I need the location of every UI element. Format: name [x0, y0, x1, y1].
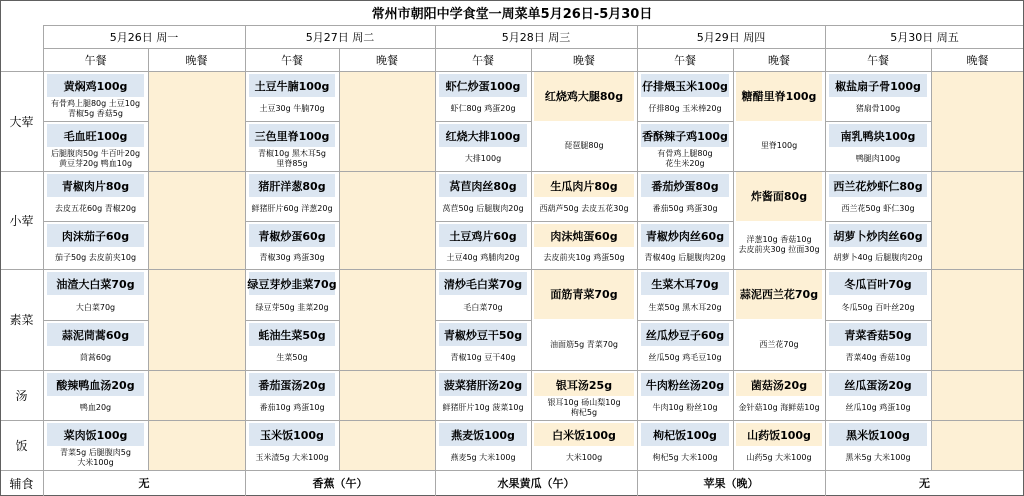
- dish-cell: [637, 121, 733, 171]
- grid-line: [931, 48, 932, 470]
- dish-cell: [435, 420, 531, 470]
- dish-detail-line: 青菜40g 香菇10g: [845, 353, 911, 362]
- grid-line: [825, 121, 931, 122]
- dish-name: 番茄蛋汤20g: [249, 373, 335, 396]
- dish-detail: [55, 247, 136, 269]
- dish-detail-line: 去皮前夹10g 鸡蛋50g: [543, 253, 625, 262]
- dish-detail-line: 茼蒿60g: [79, 353, 112, 362]
- dish-name: 胡萝卜炒肉丝60g: [829, 224, 927, 247]
- dish-detail-line: 玉米渣5g 大米100g: [255, 453, 329, 462]
- dish-cell: [637, 71, 733, 121]
- grid-line: [0, 71, 1024, 72]
- dish-detail: [80, 396, 111, 420]
- dish-cell: [825, 71, 931, 121]
- empty-dinner-cell: [339, 269, 435, 370]
- grid-line: [43, 25, 1024, 26]
- dinner-header: 晚餐: [376, 53, 398, 67]
- dish-detail-line: 枸杞5g 大米100g: [652, 453, 718, 462]
- dish-cell: [245, 221, 339, 269]
- dish-detail-line: 胡萝卜40g 后腿腹肉20g: [833, 253, 923, 262]
- grid-line: [531, 48, 532, 470]
- dish-name: 蒜泥茼蒿60g: [47, 323, 144, 346]
- lunch-header: 午餐: [281, 53, 303, 67]
- dish-detail: [761, 121, 797, 171]
- dish-detail: [446, 247, 519, 269]
- dish-name: 生瓜肉片80g: [534, 174, 634, 197]
- empty-dinner-cell: [931, 370, 1024, 420]
- dish-detail-line: 有骨鸡上腿80g: [657, 149, 713, 158]
- dish-cell: [435, 121, 531, 171]
- side-food-cell: 香蕉（午）: [312, 477, 368, 490]
- dinner-dish-cell: [531, 171, 637, 221]
- dish-detail: [657, 147, 712, 171]
- dish-detail: [841, 295, 914, 320]
- dish-detail: [442, 396, 523, 420]
- dinner-dish-cell: [531, 420, 637, 470]
- dish-name: 肉沫炖蛋60g: [534, 224, 634, 247]
- grid-line: [0, 0, 1, 496]
- dish-detail-line: 丝瓜10g 鸡蛋10g: [845, 403, 911, 412]
- dish-detail-line: 黑米5g 大米100g: [845, 453, 911, 462]
- dish-detail: [276, 346, 307, 370]
- dish-cell: [637, 420, 733, 470]
- dish-detail: [539, 197, 628, 221]
- dish-detail-line: 西葫芦50g 去皮五花30g: [539, 204, 629, 213]
- dish-detail-line: 番茄10g 鸡蛋10g: [259, 403, 325, 412]
- grid-line: [825, 320, 931, 321]
- dish-cell: [825, 121, 931, 171]
- empty-dinner-cell: [339, 171, 435, 269]
- dish-detail-line: 生菜50g: [276, 353, 308, 362]
- dish-cell: [43, 221, 148, 269]
- dish-detail: [465, 147, 501, 171]
- dish-cell: [825, 370, 931, 420]
- dish-detail-line: 金针菇10g 海鲜菇10g: [738, 403, 820, 412]
- empty-dinner-cell: [339, 71, 435, 171]
- dish-cell: [637, 320, 733, 370]
- grid-line: [435, 121, 531, 122]
- grid-line: [637, 121, 733, 122]
- dish-detail: [845, 346, 910, 370]
- dish-detail: [51, 147, 140, 171]
- dinner-dish-cell: [733, 71, 825, 171]
- dish-detail: [738, 221, 819, 269]
- dish-name: 银耳汤25g: [534, 373, 634, 396]
- lunch-header: 午餐: [867, 53, 889, 67]
- day-header: 5月28日 周三: [501, 30, 571, 44]
- dinner-dish-cell: [733, 171, 825, 269]
- dish-detail-line: 牛肉10g 粉丝10g: [652, 403, 718, 412]
- dish-name: 白米饭100g: [534, 423, 634, 446]
- dish-name: 青菜香菇50g: [829, 323, 927, 346]
- grid-line: [0, 370, 1024, 371]
- dish-detail-line: 番茄50g 鸡蛋30g: [652, 204, 718, 213]
- dish-cell: [825, 320, 931, 370]
- grid-line: [245, 121, 339, 122]
- dish-cell: [245, 370, 339, 420]
- grid-line: [148, 48, 149, 470]
- dish-detail: [841, 197, 914, 221]
- dish-detail-line: 后腿腹肉50g 牛百叶20g: [50, 149, 141, 158]
- grid-line: [0, 470, 1024, 471]
- dish-detail-line: 洋葱10g 香菇10g: [746, 235, 812, 244]
- grid-line: [637, 25, 638, 496]
- dish-name: 虾仁炒蛋100g: [439, 74, 527, 97]
- dish-name: 油渣大白菜70g: [47, 272, 144, 295]
- grid-line: [43, 121, 148, 122]
- dish-cell: [245, 71, 339, 121]
- dinner-dish-cell: [733, 269, 825, 370]
- dish-detail-line: 大米100g: [565, 453, 603, 462]
- dish-detail: [547, 396, 620, 420]
- empty-dinner-cell: [148, 370, 245, 420]
- category-label: 素菜: [9, 313, 34, 327]
- dish-detail: [566, 446, 602, 470]
- day-header: 5月30日 周五: [890, 30, 959, 44]
- dish-cell: [43, 269, 148, 320]
- dish-detail: [60, 446, 131, 470]
- dish-detail-line: 鸭血20g: [79, 403, 112, 412]
- dish-detail: 琵琶腿80g: [564, 141, 604, 150]
- grid-line: [637, 221, 733, 222]
- dish-name: 莴苣肉丝80g: [439, 174, 527, 197]
- empty-dinner-cell: [148, 269, 245, 370]
- dish-cell: [245, 320, 339, 370]
- dish-name: 菠菜猪肝汤20g: [439, 373, 527, 396]
- dish-detail: [856, 147, 900, 171]
- dish-name: 猪肝洋葱80g: [249, 174, 335, 197]
- grid-line: [43, 48, 1024, 49]
- dish-detail-line: 山药5g 大米100g: [746, 453, 812, 462]
- dish-detail-line: 西兰花70g: [759, 339, 799, 349]
- dish-name: 牛肉粉丝汤20g: [641, 373, 729, 396]
- dish-detail: [80, 346, 111, 370]
- dinner-dish-cell: [733, 370, 825, 420]
- grid-line: [43, 25, 44, 496]
- dinner-dish-cell: [733, 420, 825, 470]
- dish-cell: [825, 420, 931, 470]
- dish-detail: [442, 197, 523, 221]
- dish-detail-line: 青椒10g 黑木耳5g: [258, 149, 326, 158]
- dinner-dish-cell: [531, 221, 637, 269]
- dish-name: 青椒炒肉丝60g: [641, 224, 729, 247]
- grid-line: [0, 420, 1024, 421]
- dish-name: 丝瓜炒豆子60g: [641, 323, 729, 346]
- dish-cell: [637, 370, 733, 420]
- dish-cell: [435, 71, 531, 121]
- dish-detail-line: 里脊85g: [276, 159, 308, 168]
- dish-cell: [43, 71, 148, 121]
- lunch-header: 午餐: [674, 53, 696, 67]
- dish-cell: [43, 320, 148, 370]
- grid-line: [733, 48, 734, 470]
- dish-detail-line: 青椒30g 鸡蛋30g: [259, 253, 325, 262]
- dish-name: 三色里脊100g: [249, 124, 335, 147]
- dish-cell: [245, 121, 339, 171]
- dish-name: 糖醋里脊100g: [736, 71, 822, 121]
- grid-line: [43, 320, 148, 321]
- grid-line: [0, 0, 1024, 1]
- dish-detail: [259, 396, 324, 420]
- dish-detail: [55, 197, 136, 221]
- dish-detail: [652, 396, 717, 420]
- day-header: 5月27日 周二: [305, 30, 375, 44]
- grid-line: [435, 25, 436, 496]
- dish-detail: [51, 97, 140, 121]
- dish-name: 丝瓜蛋汤20g: [829, 373, 927, 396]
- grid-line: [531, 221, 637, 222]
- grid-line: [435, 221, 531, 222]
- dinner-header: 晚餐: [966, 53, 989, 67]
- dish-detail-line: 青菜5g 后腿腹肉5g: [60, 448, 131, 457]
- dish-cell: [637, 269, 733, 320]
- dish-cell: [435, 171, 531, 221]
- lunch-header: 午餐: [472, 53, 494, 67]
- grid-line: [245, 320, 339, 321]
- grid-line: [637, 320, 733, 321]
- dish-detail: [856, 97, 900, 121]
- dinner-dish-cell: [531, 370, 637, 420]
- dish-name: 面筋青菜70g: [534, 269, 634, 319]
- side-food-cell: 无: [919, 477, 930, 490]
- grid-line: [245, 25, 246, 496]
- grid-line: [0, 269, 1024, 270]
- dish-detail: [450, 97, 515, 121]
- dish-detail: [746, 446, 811, 470]
- dish-detail-line: 去皮前夹30g 拉面30g: [738, 245, 820, 254]
- side-food-cell: 无: [138, 477, 150, 490]
- dish-detail: [251, 197, 332, 221]
- dish-name: 蚝油生菜50g: [249, 323, 335, 346]
- dish-detail-line: 大米100g: [77, 458, 114, 467]
- dish-detail: [648, 346, 721, 370]
- day-header: 5月29日 周四: [696, 30, 766, 44]
- dish-detail: [845, 446, 910, 470]
- dish-detail-line: 鲜猪肝片60g 洋葱20g: [251, 204, 333, 213]
- dish-name: 清炒毛白菜70g: [439, 272, 527, 295]
- dish-cell: [637, 171, 733, 221]
- category-label: 大荤: [9, 114, 34, 129]
- category-label: 辅食: [9, 476, 34, 491]
- dinner-header: 晚餐: [185, 53, 208, 67]
- dish-detail-line: 毛白菜70g: [463, 302, 503, 312]
- dish-detail-line: 花生米20g: [665, 159, 705, 168]
- dish-detail: [450, 346, 515, 370]
- dish-detail-line: 西兰花50g 虾仁30g: [841, 204, 915, 213]
- grid-line: [245, 221, 339, 222]
- dish-detail-line: 有骨鸡上腿80g 土豆10g: [50, 99, 141, 108]
- grid-line: [43, 221, 148, 222]
- dish-detail: [652, 446, 717, 470]
- dish-detail-line: 莴苣50g 后腿腹肉20g: [442, 204, 524, 213]
- dish-name: 红烧大排100g: [439, 124, 527, 147]
- dish-detail-line: 黄豆芽20g 鸭血10g: [58, 159, 133, 168]
- dish-cell: [435, 320, 531, 370]
- dish-name: 黄焖鸡100g: [47, 74, 144, 97]
- dish-name: 燕麦饭100g: [439, 423, 527, 446]
- dish-detail-line: 大排100g: [464, 154, 502, 163]
- dish-detail: [259, 97, 324, 121]
- dish-detail: [450, 446, 515, 470]
- dinner-dish-cell: [531, 71, 637, 171]
- category-label: 小荤: [9, 213, 34, 228]
- day-header: 5月26日 周一: [109, 30, 179, 44]
- grid-line: [435, 320, 531, 321]
- dish-cell: [245, 269, 339, 320]
- dish-detail: [845, 396, 910, 420]
- dish-detail-line: 土豆40g 鸡脯肉20g: [446, 253, 520, 262]
- dish-cell: [43, 370, 148, 420]
- dish-detail: [644, 247, 725, 269]
- dinner-header: 晚餐: [573, 53, 595, 67]
- dish-name: 土豆牛腩100g: [249, 74, 335, 97]
- dish-cell: [825, 221, 931, 269]
- dish-detail-line: 去皮五花60g 青椒20g: [54, 204, 137, 213]
- category-label: 汤: [15, 388, 28, 403]
- dish-detail: [543, 247, 624, 269]
- dish-detail: [259, 247, 324, 269]
- empty-dinner-cell: [148, 171, 245, 269]
- dish-name: 毛血旺100g: [47, 124, 144, 147]
- dish-name: 青椒炒豆干50g: [439, 323, 527, 346]
- dish-detail-line: 大白菜70g: [75, 302, 116, 312]
- dish-name: 香酥辣子鸡100g: [641, 124, 729, 147]
- menu-title: 常州市朝阳中学食堂一周菜单5月26日-5月30日: [371, 7, 653, 22]
- side-food-cell: 苹果（晚）: [703, 477, 759, 490]
- dish-cell: [43, 121, 148, 171]
- empty-dinner-cell: [339, 420, 435, 470]
- dish-name: 番茄炒蛋80g: [641, 174, 729, 197]
- dish-detail: [255, 446, 328, 470]
- grid-line: [0, 171, 1024, 172]
- dish-name: 南乳鸭块100g: [829, 124, 927, 147]
- side-food-cell: 水果黄瓜（午）: [497, 477, 575, 490]
- empty-dinner-cell: [931, 420, 1024, 470]
- empty-dinner-cell: [148, 71, 245, 171]
- dish-name: 菜肉饭100g: [47, 423, 144, 446]
- dish-detail-line: 土豆30g 牛腩70g: [259, 104, 325, 113]
- dish-detail-line: 绿豆芽50g 韭菜20g: [255, 302, 329, 312]
- dish-detail-line: 丝瓜50g 鸡毛豆10g: [648, 353, 722, 362]
- dish-name: 西兰花炒虾仁80g: [829, 174, 927, 197]
- dish-name: 玉米饭100g: [249, 423, 335, 446]
- dish-detail: [652, 197, 717, 221]
- empty-dinner-cell: [931, 269, 1024, 370]
- category-label: 饭: [15, 438, 28, 453]
- dish-detail: [648, 97, 721, 121]
- dish-detail-line: 青椒40g 后腿腹肉20g: [644, 253, 726, 262]
- dish-name: 蒜泥西兰花70g: [736, 269, 822, 319]
- dish-name: 山药饭100g: [736, 423, 822, 446]
- dish-detail: [833, 247, 922, 269]
- dish-cell: [825, 269, 931, 320]
- dish-detail-line: 青椒5g 香菇5g: [68, 109, 123, 118]
- dish-name: 土豆鸡片60g: [439, 224, 527, 247]
- dish-name: 椒盐扇子骨100g: [829, 74, 927, 97]
- dish-cell: [435, 221, 531, 269]
- dish-name: 青椒炒蛋60g: [249, 224, 335, 247]
- dish-name: 菌菇汤20g: [736, 373, 822, 396]
- dish-detail-line: 冬瓜50g 百叶丝20g: [841, 302, 915, 312]
- dish-name: 肉沫茄子60g: [47, 224, 144, 247]
- dish-detail: [648, 295, 721, 320]
- dish-detail: [76, 295, 115, 320]
- dish-cell: [43, 171, 148, 221]
- dish-name: 炸酱面80g: [736, 171, 822, 221]
- dinner-header: 晚餐: [768, 53, 790, 67]
- dish-cell: [825, 171, 931, 221]
- dish-detail-line: 生菜50g 黑木耳20g: [648, 302, 722, 312]
- dish-detail-line: 里脊100g: [760, 141, 798, 150]
- dish-cell: [435, 370, 531, 420]
- dish-detail: [258, 147, 326, 171]
- dish-cell: [435, 269, 531, 320]
- dish-detail-line: 鲜猪肝片10g 菠菜10g: [442, 403, 524, 412]
- dish-cell: [245, 171, 339, 221]
- dish-cell: [637, 221, 733, 269]
- dish-detail-line: 猪扇骨100g: [855, 104, 901, 113]
- dish-detail-line: 青椒10g 豆干40g: [450, 353, 516, 362]
- empty-dinner-cell: [931, 171, 1024, 269]
- dish-detail-line: 鸭腿肉100g: [855, 154, 901, 163]
- dish-detail-line: 虾仁80g 鸡蛋20g: [450, 104, 516, 113]
- dish-detail-line: 燕麦5g 大米100g: [450, 453, 516, 462]
- empty-dinner-cell: [931, 71, 1024, 171]
- grid-line: [825, 25, 826, 496]
- empty-dinner-cell: [148, 420, 245, 470]
- dish-name: 红烧鸡大腿80g: [534, 71, 634, 121]
- dinner-dish-cell: [531, 269, 637, 370]
- dish-name: 绿豆芽炒韭菜70g: [249, 272, 335, 295]
- dish-detail-line: 仔排80g 玉米棒20g: [648, 104, 722, 113]
- dish-detail: [738, 396, 819, 420]
- dish-name: 枸杞饭100g: [641, 423, 729, 446]
- dish-detail-line: 银耳10g 砀山梨10g: [547, 398, 621, 407]
- dish-detail: [255, 295, 328, 320]
- dish-detail-line: 枸杞5g: [570, 408, 598, 417]
- dish-name: 仔排煨玉米100g: [641, 74, 729, 97]
- dish-detail: [759, 319, 798, 370]
- dish-cell: [43, 420, 148, 470]
- lunch-header: 午餐: [84, 53, 107, 67]
- dish-name: 冬瓜百叶70g: [829, 272, 927, 295]
- grid-line: [825, 221, 931, 222]
- dish-detail: [463, 295, 502, 320]
- dish-name: 生菜木耳70g: [641, 272, 729, 295]
- dish-detail: 油面筋5g 青菜70g: [550, 339, 618, 349]
- dish-cell: [245, 420, 339, 470]
- dish-name: 黑米饭100g: [829, 423, 927, 446]
- dish-detail-line: 茄子50g 去皮前夹10g: [54, 253, 137, 262]
- empty-dinner-cell: [339, 370, 435, 420]
- grid-line: [339, 48, 340, 470]
- dish-name: 酸辣鸭血汤20g: [47, 373, 144, 396]
- dish-name: 青椒肉片80g: [47, 174, 144, 197]
